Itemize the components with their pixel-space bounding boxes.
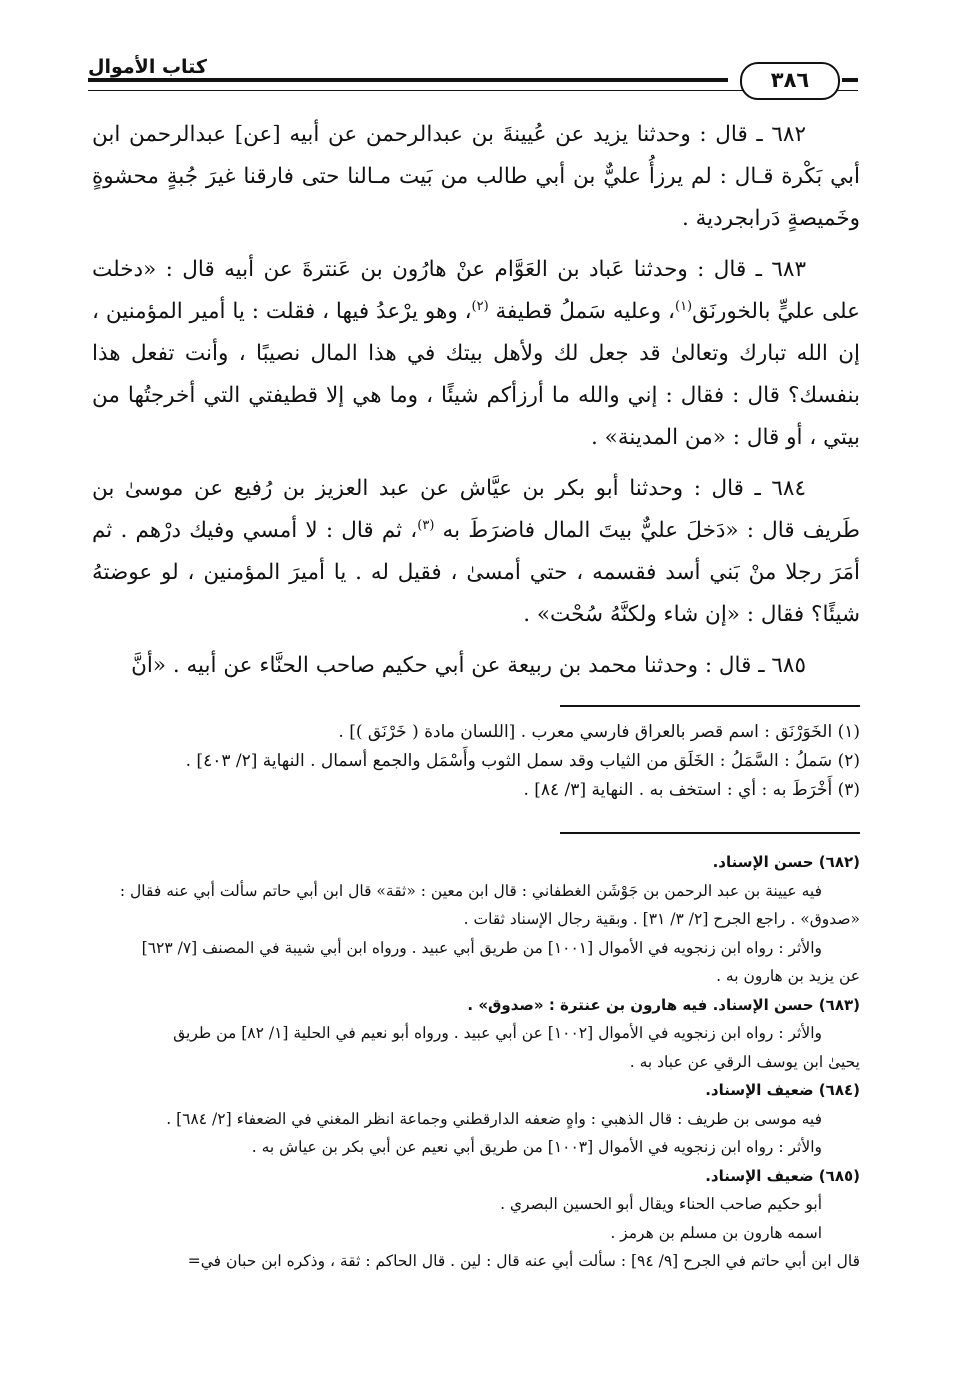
takhrij-divider (560, 832, 860, 834)
footnote: (٣) أَخْرَطَ به : أي : استخف به . النهاية [٣/ ٨٤] . (523, 780, 860, 800)
takhrij-line: يحيىٰ ابن يوسف الرقي عن عباد به . (629, 1052, 860, 1071)
takhrij-line: عن يزيد بن هارون به . (716, 967, 860, 985)
paragraph-text: ، وعليه سَملُ قطيفة (488, 299, 675, 324)
footnotes-divider (560, 705, 860, 707)
takhrij-heading: (٦٨٤) ضعيف الإسناد. (705, 1081, 860, 1099)
takhrij-line: أبو حكيم صاحب الحناء ويقال أبو الحسين البصري . (500, 1195, 822, 1213)
athar-684 (92, 468, 860, 636)
paragraph-text: ٦٨٥ ـ قال : وحدثنا محمد بن ربيعة عن أبي حكيم صاحب الحنَّاء عن أبيه . «أنَّ (131, 653, 806, 678)
athar-682 (92, 114, 860, 240)
paragraph-text: ٦٨٢ ـ قال : وحدثنا يزيد عن عُيينةَ بن عبدالرحمن عن أبيه [عن] عبدالرحمن ابن أبي بَكْرة قـال : لم يرزأُ عليٌّ بن أبي طالب من بَيت مـالنا حتى فارقنا غيرَ جُبةٍ محشوةٍ وخَميصةٍ دَرابجردية . (92, 122, 860, 231)
footnote-ref[interactable]: (٢) (471, 298, 489, 314)
takhrij-line: فيه عيينة بن عبد الرحمن بن جَوْشَن الغطفاني : قال ابن معين : «ثقة» قال ابن أبي حاتم سألت أبي عنه فقال : (119, 881, 822, 900)
takhrij-line: والأثر : رواه ابن زنجويه في الأموال [١٠٠٢] عن أبي عبيد . ورواه أبو نعيم في الحلية [١/ ٨٢] من طريق (173, 1024, 822, 1042)
takhrij-line: فيه موسى بن طريف : قال الذهبي : واهٍ ضعفه الدارقطني وجماعة انظر المغني في الضعفاء [٢/ ٦٨٤] . (166, 1109, 822, 1128)
paragraph-text: ، وهو يرْعدُ فيها ، فقلت : يا أمير المؤمنين ، إن الله تبارك وتعالىٰ قد جعل لك ولأهل بيتك في هذا المال نصيبًا ، وأنت تفعل هذا بنفسك؟ قال : فقال : إني والله ما أرزأكم شيئًا ، وما هي إلا قطيفتي التي أخرجتُها من بيتي ، أو قال : «من المدينة» . (92, 299, 860, 450)
takhrij-heading: (٦٨٣) حسن الإسناد. فيه هارون بن عنترة : «صدوق» . (467, 995, 860, 1014)
footnotes (92, 718, 860, 805)
takhrij-line: والأثر : رواه ابن زنجويه في الأموال [١٠٠١] من طريق أبي عبيد . ورواه ابن أبي شيبة في المصنف [٧/ ٦٢٣] (141, 938, 822, 957)
footnote: (١) الخَوَرْنَق : اسم قصر بالعراق فارسي معرب . [اللسان مادة ( خَرْنَق )] . (338, 722, 860, 742)
takhrij-line: اسمه هارون بن مسلم بن هرمز . (610, 1223, 822, 1242)
footnote: (٢) سَملُ : السَّمَلُ : الخَلَق من الثياب وقد سمل الثوب وأَسْمَل والجمع أسمال . النهاية [٢/ ٤٠٣] . (185, 751, 860, 771)
running-header-title: كتاب الأموال (88, 56, 207, 78)
takhrij-line: قال ابن أبي حاتم في الجرح [٩/ ٩٤] : سألت أبي عنه قال : لين . قال الحاكم : ثقة ، وذكره ابن حبان في= (187, 1252, 860, 1270)
takhrij-notes (92, 848, 860, 1276)
main-text (92, 114, 860, 696)
paragraph-text: ٦٨٤ ـ قال : وحدثنا أبو بكر بن عيَّاش عن عبد العزيز بن رُفيع عن موسىٰ بن طَريف قال : «دَخلَ عليٌّ بيتَ المال فاضرَطَ به (92, 476, 860, 543)
page-number: ٣٨٦ (740, 62, 840, 100)
athar-683 (92, 249, 860, 459)
header-rule (88, 78, 728, 82)
footnote-ref[interactable]: (١) (674, 298, 693, 314)
paragraph-text: ، ثم قال : لا أمسي وفيك درْهم . ثم أمَرَ رجلا منْ بَني أسد فقسمه ، حتي أمسىٰ ، فقيل له . يا أميرَ المؤمنين ، لو عوضتهُ شيئًا؟ فقال : «إن شاء ولكنَّهُ سُحْت» . (92, 518, 860, 627)
takhrij-line: والأثر : رواه ابن زنجويه في الأموال [١٠٠٣] من طريق أبي نعيم عن أبي بكر بن عياش به . (251, 1138, 822, 1156)
takhrij-heading: (٦٨٥) ضعيف الإسناد. (705, 1166, 860, 1185)
athar-685 (92, 645, 860, 687)
header-rule (842, 78, 858, 82)
paragraph-text: ٦٨٣ ـ قال : وحدثنا عَباد بن العَوَّام عنْ هارُون بن عَنترةَ عن أبيه قال : «دخلت على عليٍّ بالخورنَق (92, 257, 860, 324)
footnote-ref[interactable]: (٣) (417, 517, 435, 533)
takhrij-heading: (٦٨٢) حسن الإسناد. (712, 853, 860, 871)
takhrij-line: «صدوق» . راجع الجرح [٢/ ٣/ ٣١] . وبقية رجال الإسناد ثقات . (463, 910, 860, 928)
